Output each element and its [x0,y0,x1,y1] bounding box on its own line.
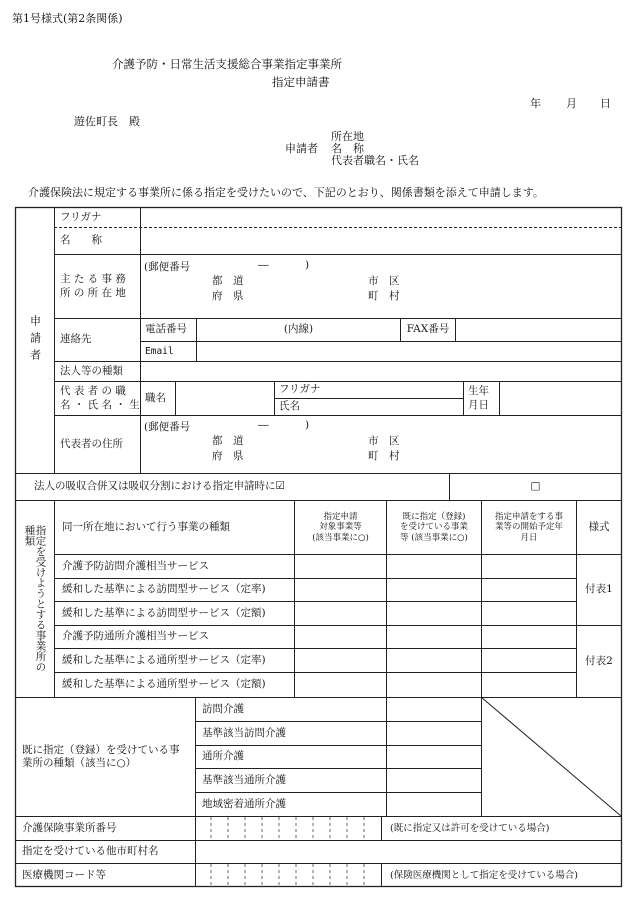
applicant-label: 申請者 [285,142,318,155]
existing-designation-line1: 既に指定（登録）を受けている事 [22,743,180,756]
rep-postal-label: (郵便番号 [144,421,191,433]
insurer-number-note: (既に指定又は許可を受けている場合) [390,822,550,834]
col-apply-target-line2: 対象事業等 [319,522,362,533]
office-postal-close: ) [305,259,310,271]
office-address-label [56,255,140,318]
name-field[interactable] [141,228,621,254]
service-row: 緩和した基準による通所型サービス（定額) [62,678,266,691]
rep-label [56,382,140,415]
col-start-line2: 業等の開始予定年 [494,522,563,533]
merger-label: 法人の吸収合併又は吸収分割における指定申請時に☑ [34,480,285,493]
existing-service-row: 通所介護 [202,750,244,763]
form-ref-2: 付表2 [585,654,613,667]
rep-label-line1: 代 表 者 の 職 [60,385,126,398]
service-row: 介護予防通所介護相当サービス [62,630,209,643]
business-type-side-label: 指定を受けようとする事業所の種類 [23,525,47,672]
medical-code-label: 医療機関コード等 [22,868,106,881]
office-fuken-label: 府 県 [212,290,244,302]
furigana-field[interactable] [141,208,621,227]
rep-postal-dash: ― [258,419,269,431]
col-already-line2: を受けている事業 [399,522,468,533]
form-title-line1: 介護予防・日常生活支援総合事業指定事業所 [112,57,342,71]
applicant-rep-label: 代表者職名・氏名 [331,154,419,167]
dob-label [464,382,499,415]
col-already-line1: 既に指定（登録) [402,511,466,522]
applicant-side-label: 申請者 [28,314,42,366]
col-form: 様式 [588,520,610,533]
form-ref-1: 付表1 [585,583,613,596]
existing-service-row: 基準該当通所介護 [202,773,286,786]
form-title-line2: 指定申請書 [272,75,330,89]
rep-label-line2: 名 ・ 氏 名 ・ 生 [60,398,140,411]
service-row: 緩和した基準による通所型サービス（定率) [62,653,266,666]
col-already-line3: 等 (該当事業に○) [400,532,468,543]
dob-label-line2: 月日 [468,398,489,411]
date-year: 年 [530,97,541,110]
service-row: 緩和した基準による訪問型サービス（定額) [62,606,266,619]
existing-designation-line2: 業所の種類（該当に○） [22,757,137,769]
col-start-date [482,501,576,554]
col-start-line1: 指定申請をする事 [494,511,563,522]
name-label: 名 称 [60,234,102,247]
tel-label: 電話番号 [145,323,187,336]
rep-furigana-label: フリガナ [279,383,321,396]
office-postal-label: (郵便番号 [144,261,191,273]
email-label: Email [145,345,174,357]
office-postal-dash: ― [258,259,269,271]
form-number: 第1号様式(第2条関係) [12,12,123,25]
col-already-designated [387,501,481,554]
col-apply-target [295,501,386,554]
office-address-label-line1: 主 た る 事 務 [60,273,126,286]
addressee: 遊佐町長 殿 [74,115,140,128]
corp-type-label: 法人等の種類 [60,364,123,377]
office-todo-label: 都 道 [212,275,244,287]
existing-service-row: 基準該当訪問介護 [202,726,286,739]
service-row: 介護予防訪問介護相当サービス [62,559,209,572]
contact-label: 連絡先 [60,333,92,346]
rep-name-label: 氏名 [279,400,300,413]
existing-service-row: 地域密着通所介護 [202,797,286,810]
rep-title-label: 職名 [145,391,166,404]
col-apply-target-line1: 指定申請 [323,511,358,522]
merger-checkbox[interactable]: □ [530,480,541,493]
office-chouson-label: 町 村 [368,290,400,302]
rep-postal-close: ) [305,419,310,431]
existing-designation-label [18,698,195,816]
rep-todo-label: 都 道 [212,435,244,447]
applicant-name-label: 名 称 [331,142,364,155]
rep-fuken-label: 府 県 [212,450,244,462]
col-business-type: 同一所在地において行う事業の種類 [62,520,230,533]
tel-ext-label: (内線) [283,323,314,336]
medical-code-note: (保険医療機関として指定を受けている場合) [390,869,578,881]
email-field[interactable] [197,342,621,361]
fax-label: FAX番号 [406,323,450,336]
date-day: 日 [600,97,611,110]
other-city-field[interactable] [196,841,621,863]
rep-address-label: 代表者の住所 [60,437,123,450]
service-row: 緩和した基準による訪問型サービス（定率) [62,583,266,596]
fax-field[interactable] [456,319,621,341]
insurer-number-label: 介護保険事業所番号 [22,821,117,834]
office-shiku-label: 市 区 [368,275,400,287]
date-month: 月 [566,97,577,110]
other-city-label: 指定を受けている他市町村名 [22,845,159,858]
col-start-line3: 月日 [520,532,538,543]
rep-shiku-label: 市 区 [368,435,400,447]
rep-chouson-label: 町 村 [368,450,400,462]
intro-text: 介護保険法に規定する事業所に係る指定を受けたいので、下記のとおり、関係書類を添えて申請します。 [28,186,544,199]
office-address-label-line2: 所 の 所 在 地 [60,286,126,299]
furigana-label: フリガナ [60,210,102,223]
existing-service-row: 訪問介護 [202,702,244,715]
dob-label-line1: 生年 [468,385,489,398]
applicant-address-label: 所在地 [331,130,364,143]
col-apply-target-line3: (該当事業に○) [312,532,369,543]
